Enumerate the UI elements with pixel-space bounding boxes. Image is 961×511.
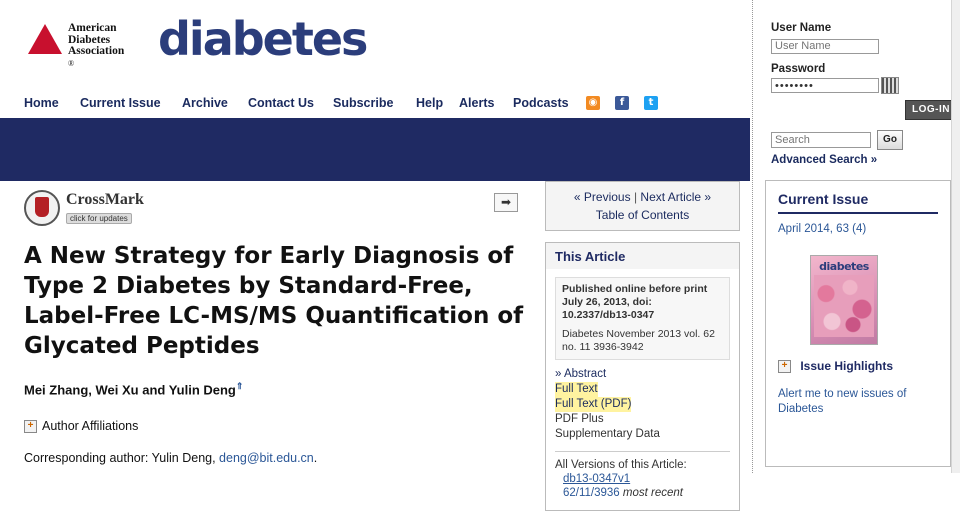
nav-item-contact-us[interactable]: Contact Us — [248, 96, 314, 110]
ada-line-3: Association ® — [68, 45, 125, 68]
twitter-glyph: t — [648, 97, 654, 108]
page-scrollbar[interactable] — [951, 0, 960, 473]
password-input[interactable] — [771, 78, 879, 93]
previous-article-link[interactable]: « Previous — [573, 190, 631, 204]
pdf-plus-link[interactable]: PDF Plus — [555, 413, 604, 425]
article-sidebar — [545, 181, 740, 499]
corresponding-author-line — [24, 451, 317, 465]
pub-line-1: Published online before print July 26, 2013, doi: 10.2337/db13-0347 — [562, 283, 708, 321]
article-nav-box — [545, 181, 740, 231]
username-label: User Name — [771, 22, 832, 34]
table-of-contents-link[interactable]: Table of Contents — [595, 208, 690, 222]
password-row — [771, 77, 957, 94]
crossmark-badge[interactable] — [24, 190, 144, 226]
nav-item-home[interactable]: Home — [24, 96, 59, 110]
twitter-icon[interactable] — [644, 96, 658, 110]
navy-band — [0, 118, 750, 181]
virtual-keyboard-icon[interactable] — [881, 77, 899, 94]
search-row — [771, 130, 957, 150]
corresponding-author-icon[interactable]: ⇑ — [235, 381, 244, 391]
nav-item-current-issue[interactable]: Current Issue — [80, 96, 161, 110]
login-button[interactable]: LOG-IN — [905, 100, 957, 120]
crossmark-label: CrossMark — [66, 190, 144, 208]
ada-logo-text — [68, 22, 124, 69]
version-item-2[interactable] — [563, 486, 730, 500]
versions-title: All Versions of this Article: — [555, 459, 687, 471]
corresponding-prefix: Corresponding author: Yulin Deng, — [24, 451, 220, 465]
ada-line-2: Diabetes — [68, 33, 111, 46]
version-link-2: 62/11/3936 — [563, 487, 620, 499]
login-panel — [771, 22, 957, 115]
issue-alert-link[interactable]: Alert me to new issues of Diabetes — [778, 388, 907, 415]
article-authors — [24, 381, 243, 397]
full-text-link[interactable]: Full Text — [555, 383, 598, 395]
facebook-glyph: f — [619, 97, 625, 108]
nav-item-subscribe[interactable]: Subscribe — [333, 96, 394, 110]
expand-plus-icon[interactable]: + — [778, 360, 791, 373]
cover-artwork — [814, 275, 874, 337]
version-note: most recent — [622, 487, 683, 499]
nav-item-podcasts[interactable]: Podcasts — [513, 96, 569, 110]
pub-line-2: Diabetes November 2013 vol. 62 no. 11 3936-3942 — [562, 328, 715, 353]
author-affiliations-label: Author Affiliations — [42, 419, 139, 433]
rss-icon[interactable] — [586, 96, 600, 110]
version-item-1[interactable]: db13-0347v1 — [563, 473, 631, 485]
current-issue-title: Current Issue — [778, 191, 938, 214]
crossmark-icon — [24, 190, 60, 226]
nav-item-alerts[interactable]: Alerts — [459, 96, 495, 110]
right-column — [752, 0, 961, 473]
crossmark-book-shape — [35, 197, 49, 217]
nav-item-archive[interactable]: Archive — [182, 96, 228, 110]
article-title: A New Strategy for Early Diagnosis of Type 2 Diabetes by Standard-Free, Label-Free LC-MS/MS Quantification of Glycated Peptides — [24, 243, 524, 359]
issue-highlights-row[interactable] — [778, 359, 893, 373]
full-text-pdf-link[interactable]: Full Text (PDF) — [555, 398, 632, 410]
cover-title: diabetes — [819, 260, 869, 273]
current-issue-box — [765, 180, 951, 467]
password-label: Password — [771, 63, 826, 75]
article-panel — [0, 181, 538, 473]
affiliations-plus-icon[interactable]: + — [24, 420, 37, 433]
advanced-search-link[interactable]: Advanced Search » — [771, 154, 878, 166]
article-format-links — [555, 367, 730, 442]
supplementary-data-link[interactable]: Supplementary Data — [555, 428, 660, 440]
article-versions — [555, 451, 730, 500]
abstract-link[interactable]: » Abstract — [555, 368, 607, 380]
ada-line-1: American — [68, 22, 117, 34]
corresponding-email-link[interactable]: deng@bit.edu.cn — [219, 451, 314, 465]
issue-cover-image[interactable] — [810, 255, 878, 345]
rss-glyph: ◉ — [588, 97, 598, 108]
search-panel — [771, 130, 957, 168]
main-nav — [0, 92, 750, 118]
ada-logo[interactable] — [28, 22, 124, 69]
issue-highlights-label: Issue Highlights — [800, 359, 894, 373]
publication-info — [555, 277, 730, 360]
author-affiliations-row[interactable] — [24, 419, 138, 433]
corresponding-suffix: . — [313, 451, 318, 465]
masthead — [0, 0, 750, 118]
nav-item-help[interactable]: Help — [416, 96, 444, 110]
this-article-header: This Article — [545, 242, 740, 269]
next-article-link[interactable]: Next Article » — [640, 190, 712, 204]
current-issue-link[interactable]: April 2014, 63 (4) — [778, 223, 867, 235]
username-input[interactable] — [771, 39, 879, 54]
nav-separator: | — [633, 190, 638, 204]
crossmark-sublabel: click for updates — [66, 213, 132, 224]
search-input[interactable] — [771, 132, 871, 148]
journal-title: diabetes — [158, 12, 367, 66]
authors-text: Mei Zhang, Wei Xu and Yulin Deng — [24, 382, 236, 398]
expand-article-button[interactable]: ➡ — [494, 193, 518, 212]
facebook-icon[interactable] — [615, 96, 629, 110]
this-article-body — [545, 269, 740, 511]
search-go-button[interactable]: Go — [877, 130, 903, 150]
ada-triangle-icon — [28, 24, 62, 54]
